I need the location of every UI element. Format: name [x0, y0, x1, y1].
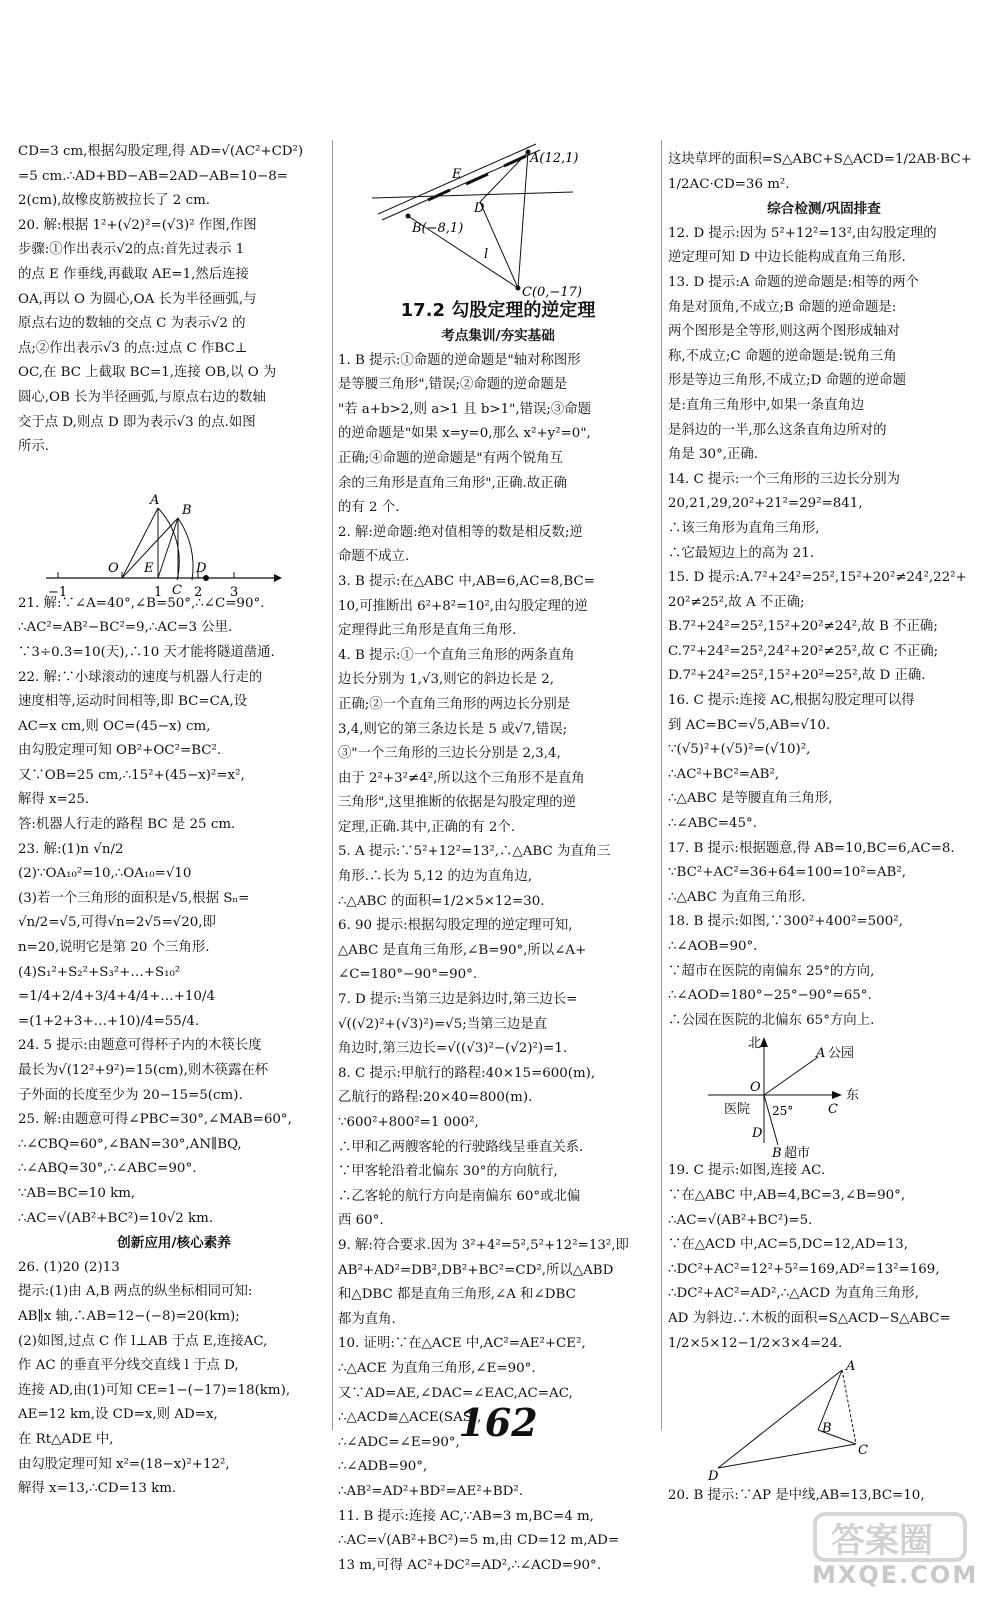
- text-line: ∴乙客轮的航行方向是南偏东 60°或北偏: [338, 1188, 581, 1204]
- text-line: 角是 30°,正确.: [668, 447, 759, 463]
- text-line: 9. 解:符合要求.因为 3²+4²=5²,5²+12²=13²,即: [338, 1237, 629, 1253]
- text-line: ∴AB²=AD²+BD²=AE²+BD².: [338, 1483, 524, 1499]
- label-l: l: [484, 247, 489, 262]
- text-line: OA,再以 O 为圆心,OA 长为半径画弧,与: [18, 291, 257, 307]
- text-line: ∴AC=√(AB²+BC²)=5.: [668, 1212, 813, 1228]
- text-line: 4. B 提示:①一个直角三角形的两条直角: [338, 647, 575, 663]
- text-line: 又∵AD=AE,∠DAC=∠EAC,AC=AC,: [338, 1385, 573, 1401]
- text-line: 角是对顶角,不成立;B 命题的逆命题是:: [668, 299, 897, 315]
- page-number: 162: [458, 1400, 538, 1445]
- label-B: B: [772, 1146, 782, 1160]
- quad-svg: [668, 1356, 980, 1484]
- label-A: A: [846, 1359, 856, 1375]
- text-line: ∴∠ADC=∠E=90°,: [338, 1434, 460, 1450]
- quadrilateral-diagram: [668, 1356, 980, 1484]
- text-line: 提示:(1)由 A,B 两点的纵坐标相同可知:: [18, 1284, 253, 1300]
- tick-neg1: −1: [48, 584, 68, 600]
- text-line: 和△DBC 都是直角三角形,∠A 和∠DBC: [338, 1287, 576, 1303]
- label-O: O: [108, 560, 119, 576]
- text-line: 解得 x=25.: [18, 792, 90, 808]
- text-line: 由勾股定理可知 OB²+OC²=BC².: [18, 743, 222, 759]
- left-section-title: 创新应用/核心素养: [117, 1235, 231, 1252]
- text-line: 15. D 提示:A.7²+24²=25²,15²+20²≠24²,22²+: [668, 570, 967, 586]
- text-line: 这块草坪的面积=S△ABC+S△ACD=1/2AB·BC+: [668, 152, 972, 167]
- label-A: A(12,1): [530, 151, 579, 166]
- text-line: 26. (1)20 (2)13: [18, 1259, 120, 1275]
- text-line: ∴AC=√(AB²+BC²)=10√2 km.: [18, 1210, 214, 1226]
- text-line: 作 AC 的垂直平分线交直线 l 于点 D,: [18, 1358, 239, 1374]
- text-line: 13. D 提示:A 命题的逆命题是:相等的两个: [668, 274, 919, 290]
- text-line: 子外面的长度至少为 20−15=5(cm).: [18, 1087, 243, 1103]
- label-B: B: [822, 1421, 832, 1437]
- tick-1: 1: [154, 584, 163, 600]
- text-line: ∵(√5)²+(√5)²=(√10)²,: [668, 742, 811, 758]
- text-line: 2(cm),故橡皮筋被拉长了 2 cm.: [18, 193, 211, 209]
- text-line: 命题不成立.: [338, 549, 410, 565]
- text-line: 10,可推断出 6²+8²=10²,由勾股定理的逆: [338, 598, 588, 614]
- text-line: ∴∠ADB=90°,: [338, 1459, 428, 1475]
- column-divider-left: [332, 140, 333, 1430]
- text-line: ∴∠ABQ=30°,∴∠ABC=90°.: [18, 1161, 197, 1177]
- text-line: ∴该三角形为直角三角形,: [668, 520, 820, 536]
- text-line: ∴公园在医院的北偏东 65°方向上.: [668, 1012, 875, 1028]
- text-line: D.7²+24²=25²,15²+20²=25²,故 D 正确.: [668, 668, 926, 684]
- text-line: 交于点 D,则点 D 即为表示√3 的点.如图: [18, 414, 256, 430]
- text-line: 1/2×5×12−1/2×3×4=24.: [668, 1335, 843, 1351]
- text-line: 2. 解:逆命题:绝对值相等的数是相反数;逆: [338, 524, 583, 540]
- text-line: 速度相等,运动时间相等,即 BC=CA,设: [18, 694, 248, 710]
- text-line: 三角形",这里推断的依据是勾股定理的逆: [338, 795, 577, 811]
- text-line: OC,在 BC 上截取 BC=1,连接 OB,以 O 为: [18, 365, 277, 381]
- text-line: 都为直角.: [338, 1311, 396, 1327]
- watermark-logo-text: 答案圈: [831, 1521, 933, 1561]
- label-park: 公园: [828, 1046, 855, 1062]
- text-line: ∴AC²+BC²=AB²,: [668, 766, 780, 782]
- text-line: ∴AC=√(AB²+BC²)=5 m,由 CD=12 m,AD=: [338, 1533, 620, 1549]
- text-line: (2)∵OA₁₀²=10,∴OA₁₀=√10: [18, 866, 192, 882]
- text-line: ∴∠AOD=180°−25°−90°=65°.: [668, 988, 872, 1004]
- text-line: =(1+2+3+…+10)/4=55/4.: [18, 1013, 200, 1029]
- text-line: 20²≠25²,故 A 不正确;: [668, 594, 805, 610]
- text-line: 答:机器人行走的路程 BC 是 25 cm.: [18, 817, 236, 833]
- text-line: △ABC 是直角三角形,∠B=90°,所以∠A+: [338, 942, 587, 958]
- text-line: ∴△ACD≌△ACE(SAS),: [338, 1410, 482, 1426]
- text-line: ∴DC²+AC²=AD²,∴△ACD 为直角三角形,: [668, 1286, 919, 1302]
- text-line: "若 a+b>2,则 a>1 且 b>1",错误;③命题: [338, 401, 592, 417]
- text-line: ∴∠ABC=45°.: [668, 816, 757, 832]
- text-line: 西 60°.: [338, 1213, 384, 1229]
- text-line: ∵甲客轮沿着北偏东 30°的方向航行,: [338, 1164, 558, 1180]
- tick-3: 3: [230, 584, 239, 600]
- label-A: A: [816, 1046, 826, 1062]
- left-column: [18, 140, 330, 1502]
- text-line: (3)若一个三角形的面积是√5,根据 Sₙ=: [18, 890, 250, 906]
- text-line: 原点右边的数轴的交点 C 为表示√2 的: [18, 316, 246, 332]
- text-line: 边长分别为 1,√3,则它的斜边长是 2,: [338, 672, 555, 688]
- text-line: AB²+AD²=DB²,DB²+BC²=CD²,所以△ABD: [338, 1262, 614, 1278]
- label-D: D: [196, 560, 207, 576]
- text-line: 又∵OB=25 cm,∴15²+(45−x)²=x²,: [18, 767, 245, 783]
- text-line: 13 m,可得 AC²+DC²=AD²,∴∠ACD=90°.: [338, 1557, 601, 1573]
- text-line: 乙航行的路程:20×40=800(m).: [338, 1090, 533, 1106]
- number-line-svg: [18, 460, 330, 610]
- text-line: 角边时,第三边长=√((√3)²−(√2)²)=1.: [338, 1041, 568, 1057]
- label-B: B(−8,1): [412, 221, 464, 236]
- text-line: ∵BC²+AC²=36+64=100=10²=AB²,: [668, 865, 907, 881]
- text-line: 17. B 提示:根据题意,得 AB=10,BC=6,AC=8.: [668, 840, 955, 856]
- text-line: 24. 5 提示:由题意可得杯子内的木筷长度: [18, 1038, 262, 1054]
- text-line: =1/4+2/4+3/4+4/4+…+10/4: [18, 989, 215, 1005]
- number-line-diagram: [18, 460, 330, 610]
- middle-column: [338, 298, 658, 1578]
- label-D: D: [708, 1469, 719, 1485]
- text-line: ∵在△ABC 中,AB=4,BC=3,∠B=90°,: [668, 1187, 906, 1203]
- label-A: A: [150, 492, 160, 508]
- coordinate-diagram: [368, 140, 583, 300]
- text-line: ∴DC²+AC²=12²+5²=169,AD²=13²=169,: [668, 1261, 940, 1277]
- label-C: C: [828, 1102, 838, 1118]
- text-line: 点;②作出表示√3 的点:过点 C 作BC⊥: [18, 340, 248, 356]
- label-C: C(0,−17): [522, 285, 582, 300]
- left-text-block-3: [18, 1256, 330, 1502]
- watermark-url: MXQE.COM: [812, 1561, 979, 1589]
- text-line: 14. C 提示:一个三角形的三边长分别为: [668, 471, 901, 487]
- column-divider-right: [661, 140, 662, 1430]
- text-line: 25. 解:由题意可得∠PBC=30°,∠MAB=60°,: [18, 1112, 292, 1128]
- label-east: 东: [846, 1088, 860, 1104]
- text-line: 解得 x=13,∴CD=13 km.: [18, 1481, 177, 1497]
- coordinate-svg: [368, 140, 583, 300]
- text-line: ∴△ABC 为直角三角形.: [668, 889, 806, 905]
- text-line: 10. 证明:∵在△ACE 中,AC²=AE²+CE²,: [338, 1336, 586, 1352]
- text-line: ∵在△ACD 中,AC=5,DC=12,AD=13,: [668, 1237, 908, 1253]
- text-line: ∴∠CBQ=60°,∠BAN=30°,AN∥BQ,: [18, 1136, 242, 1152]
- right-text-block-3: [668, 1159, 980, 1356]
- text-line: ③"一个三角形的三边长分别是 2,3,4,: [338, 746, 561, 762]
- right-section-title: 综合检测/巩固排查: [767, 201, 881, 218]
- text-line: 由于 2²+3²≠4²,所以这个三角形不是直角: [338, 770, 585, 786]
- text-line: ∴△ACE 为直角三角形,∠E=90°.: [338, 1360, 536, 1376]
- text-line: 7. D 提示:当第三边是斜边时,第三边长=: [338, 992, 578, 1008]
- text-line: 逆定理可知 D 中边长能构成直角三角形.: [668, 250, 906, 266]
- left-text-block-2: [18, 592, 330, 1231]
- text-line: 1/2AC·CD=36 m².: [668, 176, 790, 192]
- text-line: 角形.∴长为 5,12 的边为直角边,: [338, 869, 533, 885]
- text-line: 是等腰三角形",错误;②命题的逆命题是: [338, 377, 568, 393]
- mid-text-block: [338, 349, 658, 1579]
- text-line: 6. 90 提示:根据勾股定理的逆定理可知,: [338, 918, 573, 934]
- left-text-block-1: [18, 140, 330, 460]
- text-line: ∠C=180°−90°=90°.: [338, 967, 478, 983]
- right-text-block-1: [668, 148, 980, 197]
- watermark-svg: [805, 1500, 985, 1570]
- text-line: 是:直角三角形中,如果一条直角边: [668, 397, 865, 413]
- label-north: 北: [748, 1036, 762, 1052]
- text-line: 3. B 提示:在△ABC 中,AB=6,AC=8,BC=: [338, 573, 595, 589]
- text-line: 形是等边三角形,不成立;D 命题的逆命题: [668, 373, 907, 389]
- text-line: 正确;④命题的逆命题是"有两个锐角互: [338, 450, 563, 466]
- text-line: 步骤:①作出表示√2的点:首先过表示 1: [18, 242, 245, 258]
- section-heading: 17.2 勾股定理的逆定理: [400, 300, 596, 321]
- text-line: ∴∠AOB=90°.: [668, 939, 758, 954]
- text-line: 由勾股定理可知 x²=(18−x)²+12²,: [18, 1456, 230, 1472]
- text-line: AD 为斜边.∴木板的面积=S△ACD−S△ABC=: [668, 1310, 951, 1326]
- text-line: 11. B 提示:连接 AC,∵AB=3 m,BC=4 m,: [338, 1508, 594, 1524]
- text-line: ∴△ABC 是等腰直角三角形,: [668, 791, 833, 807]
- text-line: (2)如图,过点 C 作 l⊥AB 于点 E,连接AC,: [18, 1333, 268, 1349]
- text-line: 最长为√(12²+9²)=15(cm),则木筷露在杯: [18, 1063, 269, 1078]
- label-C: C: [172, 582, 182, 598]
- text-line: ∵AB=BC=10 km,: [18, 1185, 136, 1201]
- text-line: √n/2=√5,可得√n=2√5=√20,即: [18, 915, 216, 931]
- text-line: 的点 E 作垂线,再截取 AE=1,然后连接: [18, 266, 249, 282]
- label-E: E: [144, 560, 154, 576]
- text-line: 正确;②一个直角三角形的两边长分别是: [338, 696, 571, 712]
- label-E: E: [452, 167, 462, 182]
- mid-section-title: 考点集训/夯实基础: [441, 328, 555, 344]
- text-line: AC=x cm,则 OC=(45−x) cm,: [18, 718, 211, 734]
- text-line: 8. C 提示:甲航行的路程:40×15=600(m),: [338, 1065, 596, 1081]
- compass-svg: [668, 1033, 980, 1159]
- text-line: 20,21,29,20²+21²=29²=841,: [668, 496, 863, 512]
- text-line: ∴AC²=AB²−BC²=9,∴AC=3 公里.: [18, 620, 233, 636]
- tick-2: 2: [194, 584, 203, 600]
- text-line: 5. A 提示:∵5²+12²=13²,∴△ABC 为直角三: [338, 844, 611, 860]
- text-line: 称,不成立;C 命题的逆命题是:锐角三角: [668, 348, 897, 364]
- text-line: 22. 解:∵小球滚动的速度与机器人行走的: [18, 669, 263, 685]
- text-line: ∴△ABC 的面积=1/2×5×12=30.: [338, 893, 545, 909]
- text-line: B.7²+24²=25²,15²+20²≠24²,故 B 不正确;: [668, 619, 938, 635]
- text-line: =5 cm.∴AD+BD−AB=2AD−AB=10−8=: [18, 168, 288, 184]
- text-line: 所示.: [18, 439, 50, 455]
- text-line: 18. B 提示:如图,∵300²+400²=500²,: [668, 914, 903, 930]
- text-line: 的有 2 个.: [338, 500, 400, 516]
- text-line: 20. 解:根据 1²+(√2)²=(√3)² 作图,作图: [18, 217, 257, 233]
- text-line: 两个图形是全等形,则这两个图形成轴对: [668, 324, 900, 340]
- right-column: [668, 148, 980, 1509]
- compass-diagram: [668, 1033, 980, 1159]
- text-line: 1. B 提示:①命题的逆命题是"轴对称图形: [338, 352, 581, 368]
- text-line: ∴甲和乙两艘客轮的行驶路线呈垂直关系.: [338, 1139, 584, 1155]
- text-line: ∵600²+800²=1 000²,: [338, 1115, 479, 1130]
- text-line: ∵3÷0.3=10(天),∴10 天才能将隧道凿通.: [18, 644, 275, 660]
- label-hospital: 医院: [724, 1102, 751, 1118]
- text-line: 3,4,则它的第三条边长是 5 或√7,错误;: [338, 721, 568, 737]
- label-angle: 25°: [772, 1104, 794, 1119]
- text-line: 余的三角形是直角三角形",正确.故正确: [338, 475, 567, 491]
- label-O: O: [750, 1080, 761, 1096]
- text-line: 连接 AD,由(1)可知 CE=1−(−17)=18(km),: [18, 1382, 291, 1398]
- text-line: (4)S₁²+S₂²+S₃²+…+S₁₀²: [18, 964, 181, 980]
- text-line: 12. D 提示:因为 5²+12²=13²,由勾股定理的: [668, 225, 937, 241]
- text-line: 16. C 提示:连接 AC,根据勾股定理可以得: [668, 693, 915, 709]
- text-line: 到 AC=BC=√5,AB=√10.: [668, 717, 831, 733]
- text-line: ∵超市在医院的南偏东 25°的方向,: [668, 963, 875, 979]
- label-B: B: [182, 502, 192, 518]
- text-line: AB∥x 轴,∴AB=12−(−8)=20(km);: [18, 1308, 240, 1324]
- text-line: CD=3 cm,根据勾股定理,得 AD=√(AC²+CD²): [18, 144, 304, 159]
- label-D: D: [752, 1126, 763, 1142]
- text-line: 在 Rt△ADE 中,: [18, 1431, 114, 1447]
- text-line: 是斜边的一半,那么这条直角边所对的: [668, 422, 887, 438]
- text-line: 的逆命题是"如果 x=y=0,那么 x²+y²=0",: [338, 426, 591, 442]
- text-line: ∴它最短边上的高为 21.: [668, 545, 815, 561]
- text-line: 21. 解:∵∠A=40°,∠B=50°,∴∠C=90°.: [18, 595, 265, 611]
- right-last-line: 20. B 提示:∵AP 是中线,AB=13,BC=10,: [668, 1488, 925, 1504]
- text-line: √((√2)²+(√3)²)=√5;当第三边是直: [338, 1016, 548, 1032]
- label-C: C: [858, 1443, 868, 1459]
- text-line: 定理,正确.其中,正确的有 2个.: [338, 819, 516, 835]
- text-line: n=20,说明它是第 20 个三角形.: [18, 940, 210, 956]
- label-D: D: [474, 201, 485, 216]
- text-line: AE=12 km,设 CD=x,则 AD=x,: [18, 1407, 218, 1423]
- text-line: C.7²+24²=25²,24²+20²≠25²,故 C 不正确;: [668, 643, 939, 659]
- label-market: 超市: [784, 1146, 811, 1160]
- text-line: 23. 解:(1)n √n/2: [18, 841, 124, 857]
- right-text-block-2: [668, 222, 980, 1034]
- text-line: 圆心,OB 长为半径画弧,与原点右边的数轴: [18, 389, 266, 405]
- text-line: 定理得此三角形是直角三角形.: [338, 623, 517, 639]
- text-line: 19. C 提示:如图,连接 AC.: [668, 1163, 826, 1179]
